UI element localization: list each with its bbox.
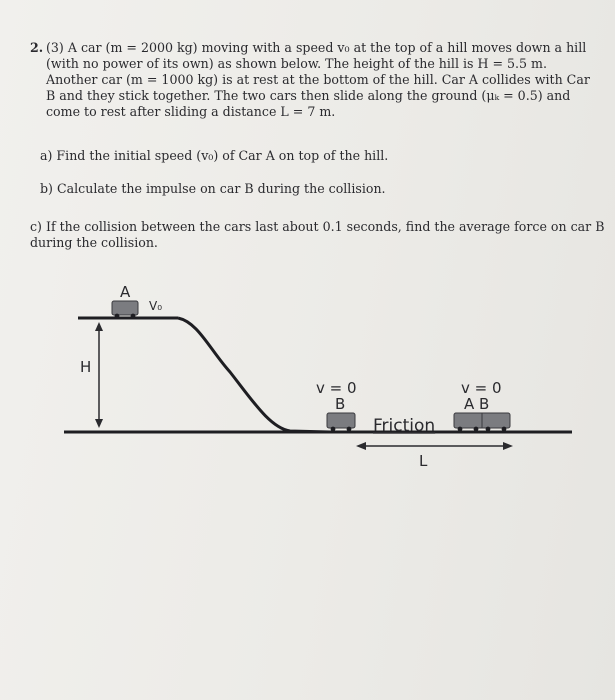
car-a-label: A	[120, 283, 131, 301]
height-arrow-head-down	[95, 419, 103, 428]
height-label: H	[80, 358, 92, 376]
question-b: b) Calculate the impulse on car B during the collision.	[40, 181, 386, 196]
car-a-on-hill	[112, 301, 138, 318]
combined-cars-label: A B	[464, 395, 490, 413]
question-a: a) Find the initial speed (v₀) of Car A on top of the hill.	[40, 148, 389, 163]
hill-slope	[178, 318, 330, 432]
distance-label: L	[419, 452, 428, 470]
v0-label: V₀	[149, 299, 163, 313]
car-b-label: B	[335, 395, 346, 413]
hill-collision-diagram	[0, 270, 615, 490]
car-b-velocity-label: v = 0	[316, 379, 357, 397]
problem-text: (3) A car (m = 2000 kg) moving with a speed v₀ at the top of a hill moves down a hill (with no power of its own) as shown below. The height of the hill is H = 5.5 m. Another car (m = 1000 kg) is at rest at the bottom of the hill. Car A collides with Car B and they stick together. The two cars then slide along the ground (μₖ = 0.5) and come to rest after sliding a distance L = 7 m.	[46, 40, 590, 119]
distance-arrow-head-right	[503, 442, 513, 450]
problem-statement	[30, 40, 598, 120]
problem-number: 2.	[30, 40, 44, 55]
question-c: c) If the collision between the cars last about 0.1 seconds, find the average force on car B during the collision.	[30, 219, 605, 250]
combined-cars-ab	[454, 413, 510, 431]
distance-arrow-head-left	[356, 442, 366, 450]
combined-velocity-label: v = 0	[461, 379, 502, 397]
height-arrow-head-up	[95, 322, 103, 331]
friction-label: Friction	[373, 416, 436, 436]
car-b-at-rest	[327, 413, 355, 431]
